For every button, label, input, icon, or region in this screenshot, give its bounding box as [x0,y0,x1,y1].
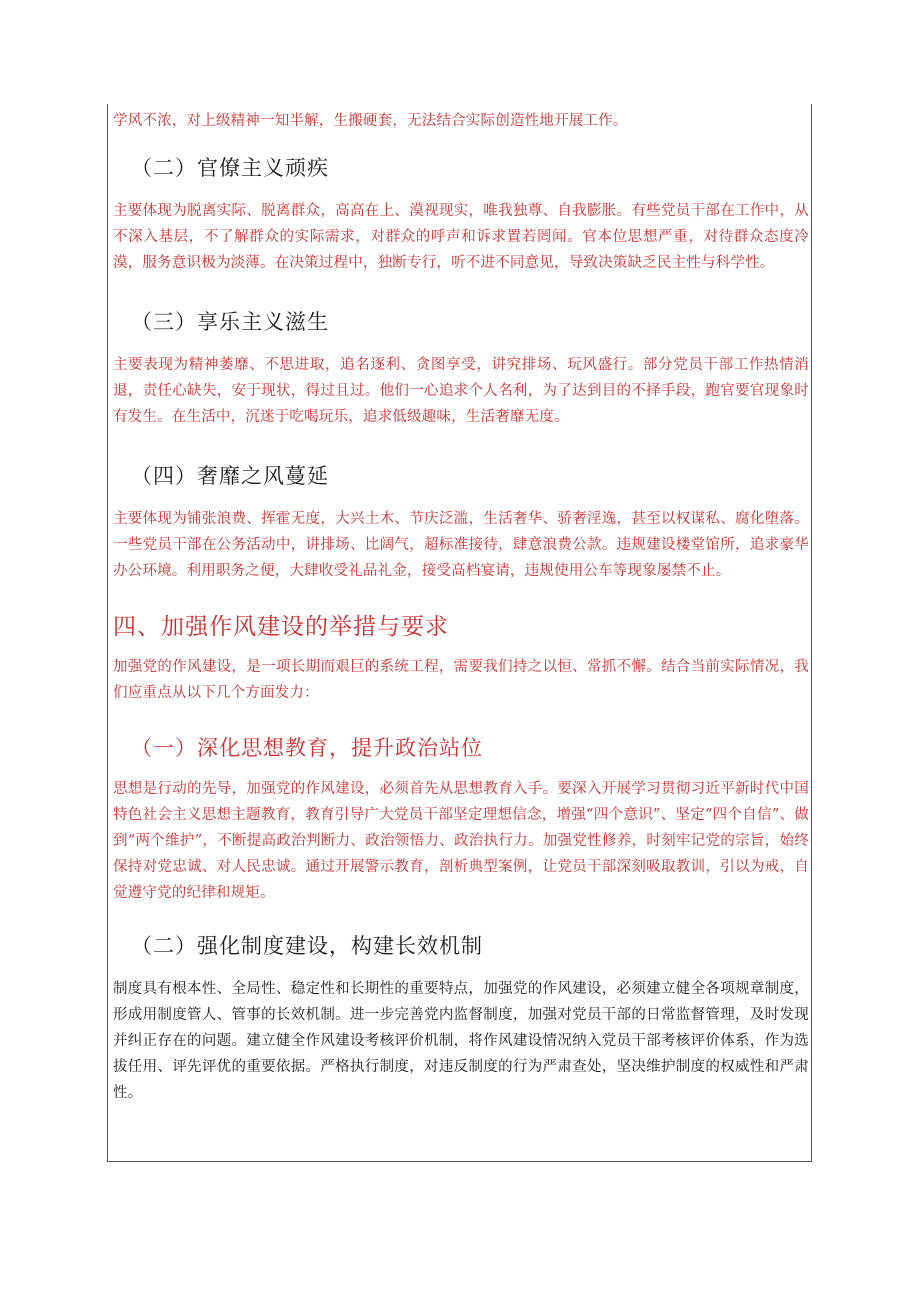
heading-hedonism: （三）享乐主义滋生 [131,310,329,334]
heading-education: （一）深化思想教育，提升政治站位 [131,736,483,760]
paragraph-system: 制度具有根本性、全局性、稳定性和长期性的重要特点，加强党的作风建设，必须建立健全各项规章制度，形成用制度管人、管事的长效机制。进一步完善党内监督制度，加强对党员干部的日常监督管理，及时发现并纠正存在的问题。建立健全作风建设考核评价机制，将作风建设情况纳入党员干部考核评价体系，作为选拔任用、评先评优的重要依据。严格执行制度，对违反制度的行为严肃查处，坚决维护制度的权威性和严肃性。 [113,981,809,1101]
heading-bureaucracy: （二）官僚主义顽疾 [131,156,329,180]
heading-system: （二）强化制度建设，构建长效机制 [131,934,483,958]
paragraph-hedonism: 主要表现为精神萎靡、不思进取，追名逐利、贪图享受，讲究排场、玩风盛行。部分党员干部工作热情消退，责任心缺失，安于现状，得过且过。他们一心追求个人名利，为了达到目的不择手段，跑官要官现象时有发生。在生活中，沉迷于吃喝玩乐，追求低级趣味，生活奢靡无度。 [113,357,809,425]
heading-section-four: 四、加强作风建设的举措与要求 [113,614,449,640]
paragraph-bureaucracy: 主要体现为脱离实际、脱离群众，高高在上、漠视现实，唯我独尊、自我膨胀。有些党员干部在工作中，从不深入基层，不了解群众的实际需求，对群众的呼声和诉求置若罔闻。官本位思想严重，对待群众态度冷漠，服务意识极为淡薄。在决策过程中，独断专行，听不进不同意见，导致决策缺乏民主性与科学性。 [113,203,809,271]
document-body [113,104,809,1106]
paragraph-extravagance: 主要体现为铺张浪费、挥霍无度，大兴土木、节庆泛滥，生活奢华、骄奢淫逸，甚至以权谋私、腐化堕落。一些党员干部在公务活动中，讲排场、比阔气，超标准接待，肆意浪费公款。违规建设楼堂馆所，追求豪华办公环境。利用职务之便，大肆收受礼品礼金，接受高档宴请，违规使用公车等现象屡禁不止。 [113,511,809,579]
paragraph-intro-tail: 学风不浓，对上级精神一知半解，生搬硬套，无法结合实际创造性地开展工作。 [113,113,628,129]
paragraph-section-four: 加强党的作风建设，是一项长期而艰巨的系统工程，需要我们持之以恒、常抓不懈。结合当前实际情况，我们应重点从以下几个方面发力： [113,659,809,701]
paragraph-education: 思想是行动的先导，加强党的作风建设，必须首先从思想教育入手。要深入开展学习贯彻习近平新时代中国特色社会主义思想主题教育，教育引导广大党员干部坚定理想信念，增强“四个意识”、坚定“四个自信”、做到“两个维护”，不断提高政治判断力、政治领悟力、政治执行力。加强党性修养，时刻牢记党的宗旨，始终保持对党忠诚、对人民忠诚。通过开展警示教育，剖析典型案例，让党员干部深刻吸取教训，引以为戒，自觉遵守党的纪律和规矩。 [113,781,809,901]
heading-extravagance: （四）奢靡之风蔓延 [131,464,329,488]
